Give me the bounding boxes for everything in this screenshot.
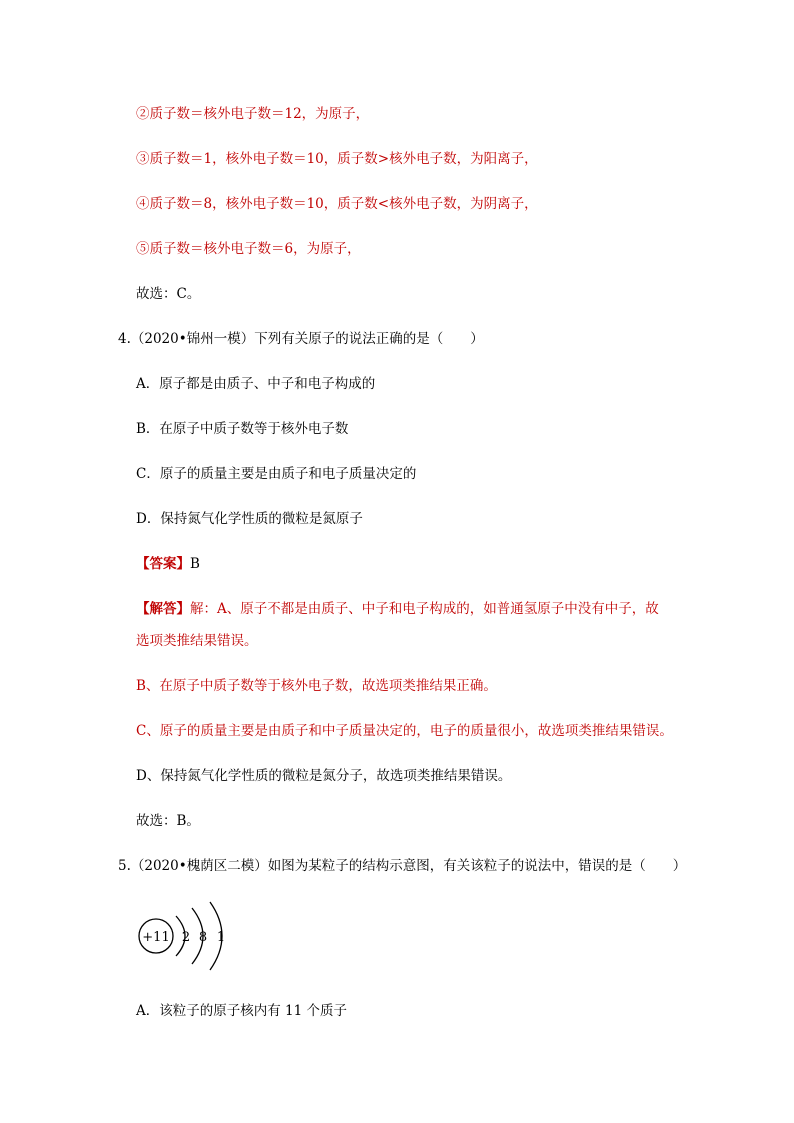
question-4-stem: 4.（2020•锦州一模）下列有关原子的说法正确的是（ ） (118, 331, 484, 347)
shell-2-electrons: 8 (198, 930, 208, 945)
answer-value: B (190, 556, 200, 572)
question-4-option-a: A．原子都是由质子、中子和电子构成的 (136, 376, 376, 392)
shell-1-electrons: 2 (181, 930, 191, 945)
nucleus-charge-label: +11 (142, 930, 170, 945)
question-4-option-b: B．在原子中质子数等于核外电子数 (136, 421, 349, 437)
question-4-analysis-line2: 选项类推结果错误。 (136, 633, 258, 649)
solution-choice: 故选：C。 (136, 286, 201, 302)
solution-item-4: ④质子数＝8，核外电子数＝10，质子数<核外电子数，为阴离子， (136, 196, 538, 212)
question-4-option-c: C．原子的质量主要是由质子和电子质量决定的 (136, 466, 417, 482)
analysis-tag: 【解答】 (136, 601, 190, 617)
question-4-analysis-d: D、保持氮气化学性质的微粒是氮分子，故选项类推结果错误。 (136, 768, 512, 784)
shell-3-electrons: 1 (216, 930, 226, 945)
atom-structure-diagram (136, 896, 236, 976)
question-4-choice: 故选：B。 (136, 813, 200, 829)
question-4-answer (136, 555, 200, 573)
question-4-analysis-b: B、在原子中质子数等于核外电子数，故选项类推结果正确。 (136, 678, 497, 694)
solution-item-2: ②质子数＝核外电子数＝12，为原子， (136, 106, 370, 122)
solution-item-5: ⑤质子数＝核外电子数＝6，为原子， (136, 241, 361, 257)
question-4-option-d: D．保持氮气化学性质的微粒是氮原子 (136, 511, 363, 527)
answer-tag: 【答案】 (136, 556, 190, 572)
solution-item-3: ③质子数＝1，核外电子数＝10，质子数>核外电子数，为阳离子， (136, 151, 538, 167)
question-5-stem: 5.（2020•槐荫区二模）如图为某粒子的结构示意图，有关该粒子的说法中，错误的是（ ） (118, 858, 687, 874)
question-4-analysis-line1 (136, 600, 659, 618)
question-5-option-a: A．该粒子的原子核内有 11 个质子 (136, 1003, 348, 1019)
question-4-analysis-c: C、原子的质量主要是由质子和中子质量决定的，电子的质量很小，故选项类推结果错误。 (136, 723, 673, 739)
analysis-text: 解：A、原子不都是由质子、中子和电子构成的，如普通氢原子中没有中子，故 (190, 601, 659, 617)
